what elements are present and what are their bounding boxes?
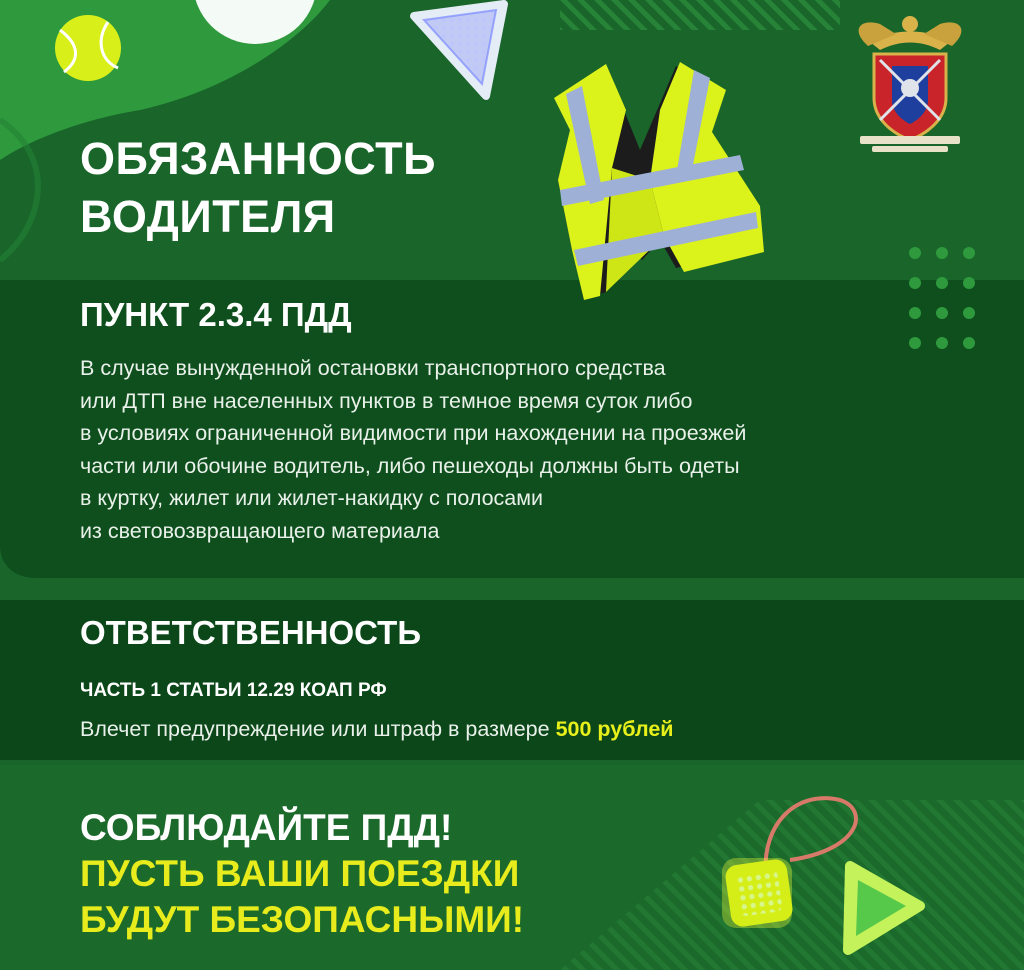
penalty-description: Влечет предупреждение или штраф в размере: [80, 717, 556, 741]
responsibility-heading: ОТВЕТСТВЕННОСТЬ: [80, 614, 422, 651]
call-line2: ПУСТЬ ВАШИ ПОЕЗДКИ: [80, 853, 520, 894]
call-line3: БУДУТ БЕЗОПАСНЫМИ!: [80, 899, 525, 940]
rule-text: [80, 352, 980, 547]
rule-line: из световозвращающего материала: [80, 518, 440, 543]
page-title-line2: ВОДИТЕЛЯ: [80, 191, 336, 242]
rule-heading: ПУНКТ 2.3.4 ПДД: [80, 296, 352, 333]
penalty-amount: 500 рублей: [555, 717, 674, 741]
rule-line: части или обочине водитель, либо пешеходы должны быть одеты: [80, 453, 740, 478]
rule-line: В случае вынужденной остановки транспортного средства: [80, 356, 666, 380]
tennis-ball-icon: [55, 15, 121, 81]
rule-line: в условиях ограниченной видимости при нахождении на проезжей: [80, 421, 747, 445]
penalty-text: [80, 713, 674, 745]
call-line1: СОБЛЮДАЙТЕ ПДД!: [80, 807, 453, 848]
rule-line: в куртку, жилет или жилет-накидку с полосами: [80, 486, 544, 510]
page-title: [80, 130, 560, 246]
page-title-line1: ОБЯЗАННОСТЬ: [80, 133, 436, 184]
article-reference: ЧАСТЬ 1 СТАТЬИ 12.29 КОАП РФ: [80, 680, 387, 701]
call-to-action: [80, 805, 524, 943]
rule-line: или ДТП вне населенных пунктов в темное время суток либо: [80, 388, 693, 413]
